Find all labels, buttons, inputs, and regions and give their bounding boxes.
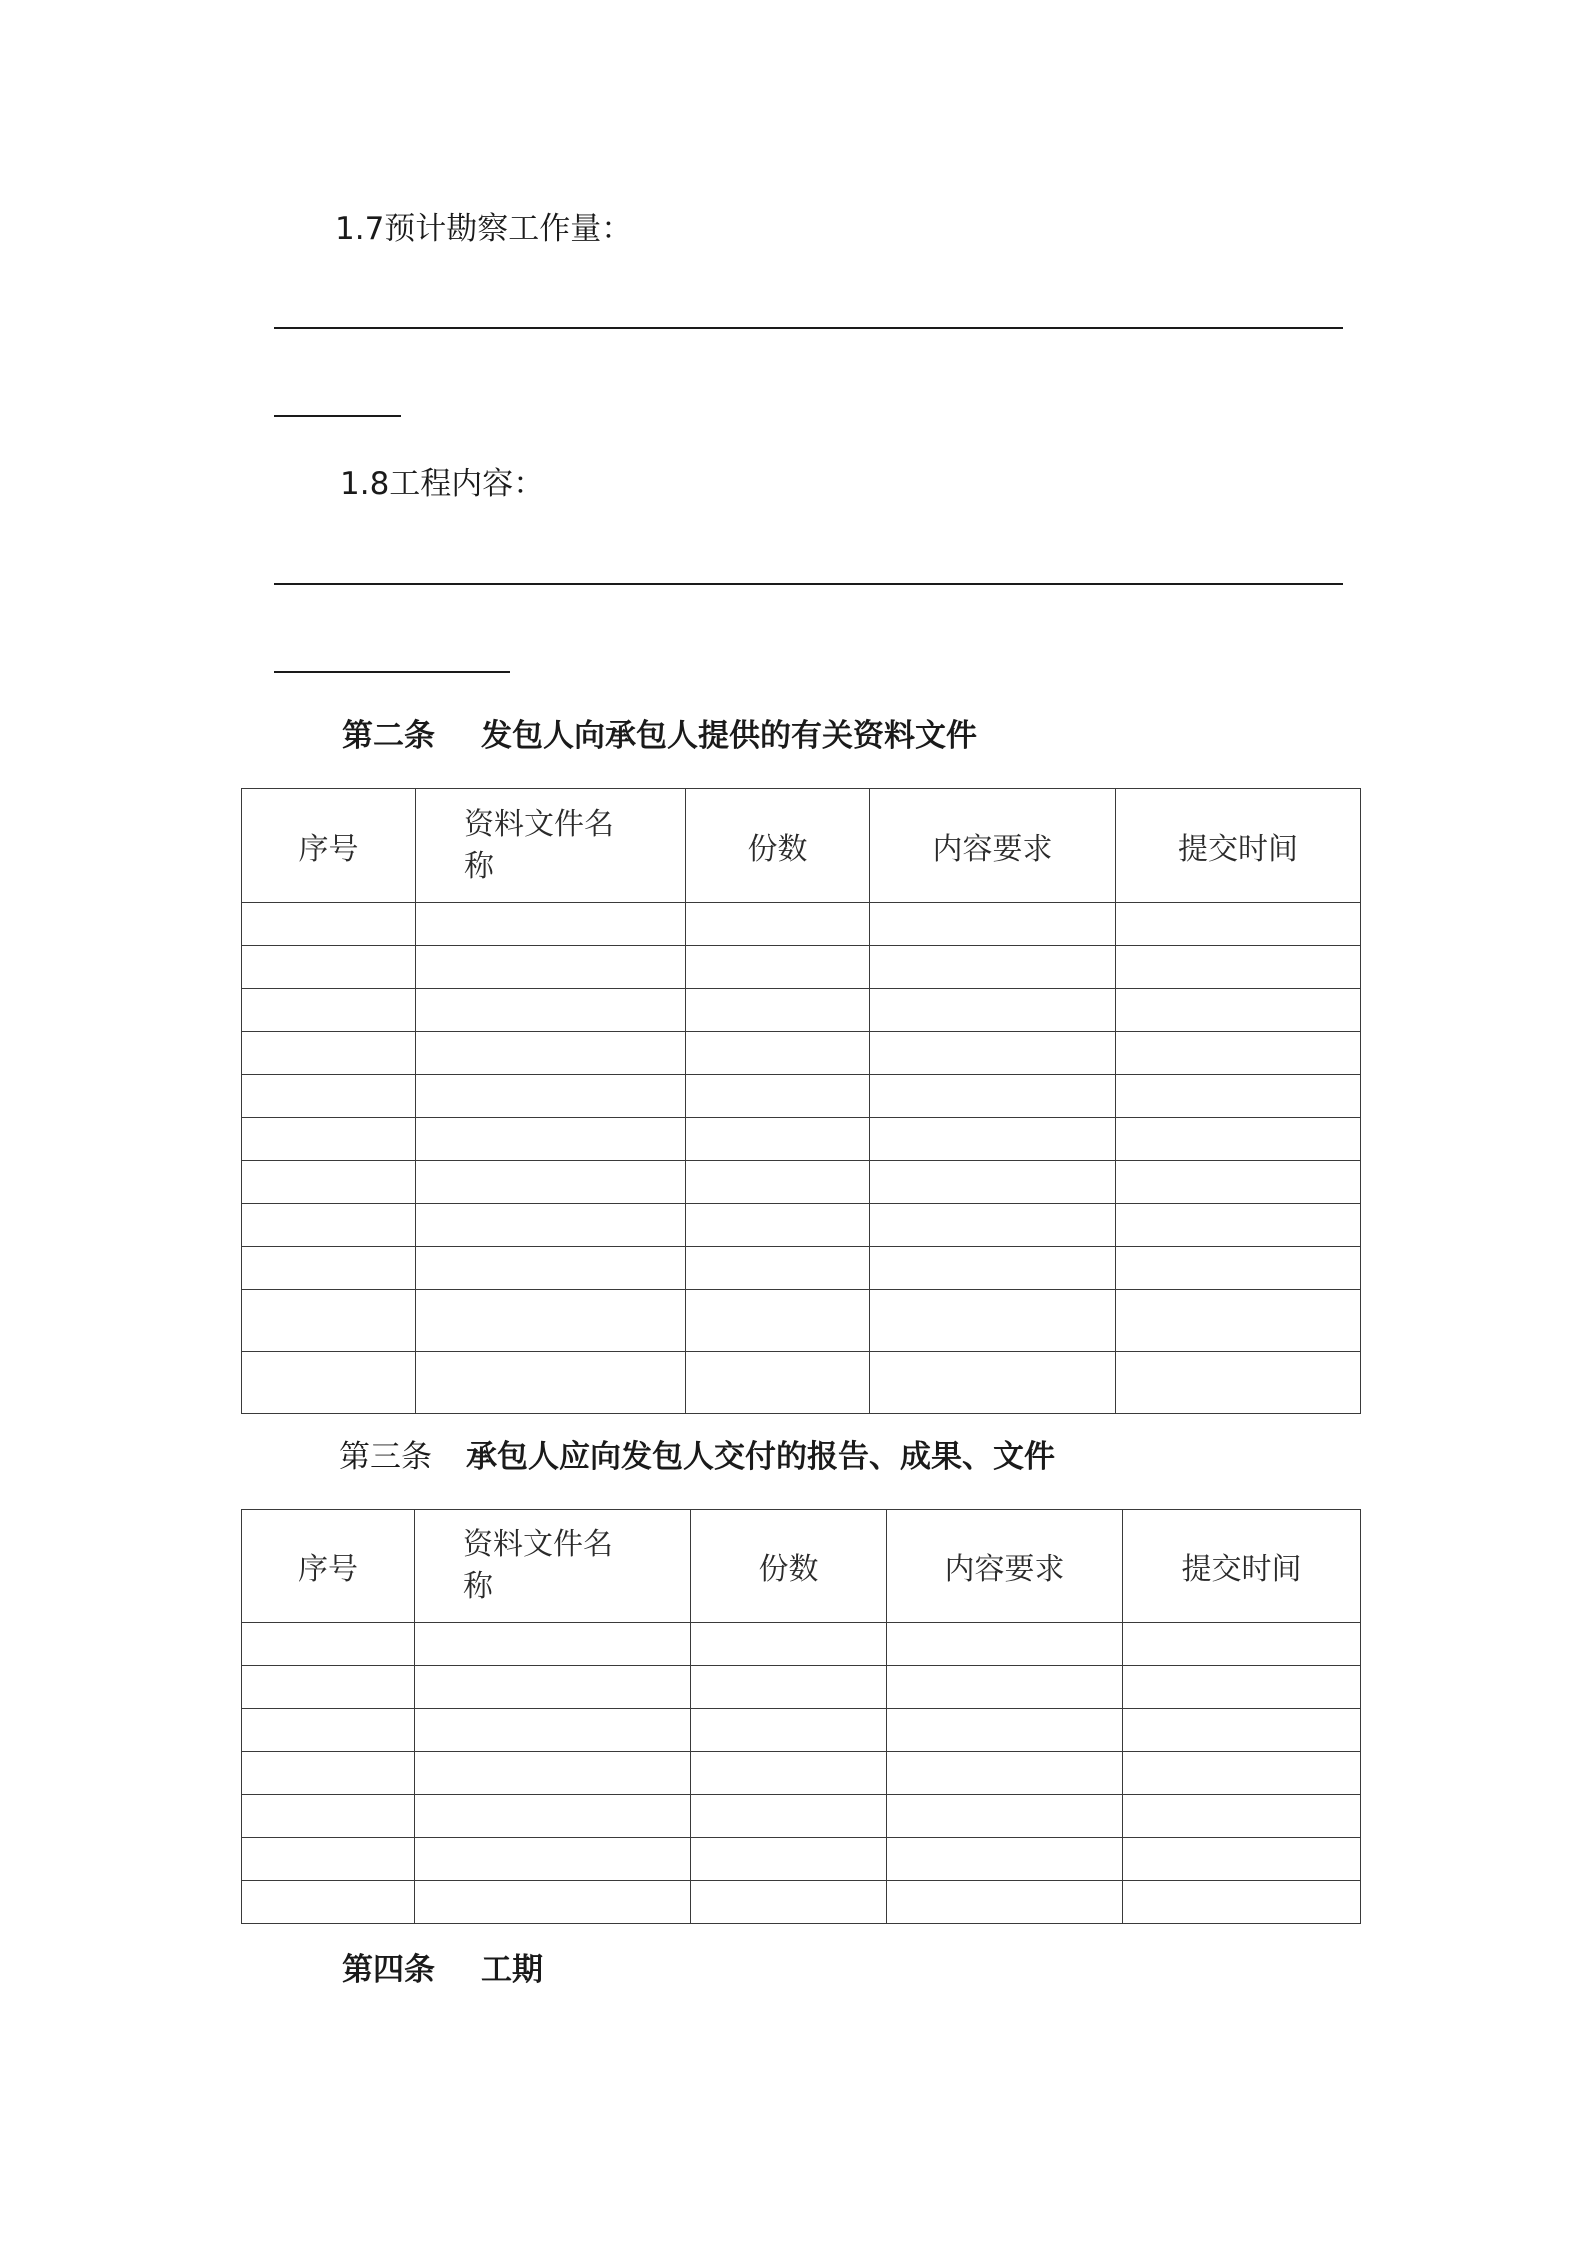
table-cell[interactable]	[242, 1118, 416, 1161]
table-cell[interactable]	[242, 989, 416, 1032]
table-cell[interactable]	[416, 1204, 686, 1247]
table-cell[interactable]	[870, 989, 1116, 1032]
table-cell[interactable]	[1116, 1204, 1361, 1247]
table-cell[interactable]	[415, 1666, 691, 1709]
item-1-8-answer-line-2[interactable]	[274, 671, 510, 673]
table-cell[interactable]	[1116, 903, 1361, 946]
article-4-number: 第四条	[342, 1952, 435, 1988]
table-cell[interactable]	[242, 1666, 415, 1709]
table-cell[interactable]	[1123, 1666, 1361, 1709]
table-row	[242, 1118, 1361, 1161]
table-cell[interactable]	[870, 1161, 1116, 1204]
item-1-8-label: 1.8工程内容：	[340, 466, 545, 502]
table-cell[interactable]	[1123, 1795, 1361, 1838]
table-row	[242, 1623, 1361, 1666]
item-1-7-answer-line-2[interactable]	[274, 415, 401, 417]
table-cell[interactable]	[242, 1752, 415, 1795]
table-row	[242, 1161, 1361, 1204]
table-cell[interactable]	[887, 1752, 1123, 1795]
table-cell[interactable]	[691, 1795, 887, 1838]
table-cell[interactable]	[242, 1795, 415, 1838]
table-cell[interactable]	[242, 1623, 415, 1666]
table-cell[interactable]	[686, 1352, 870, 1414]
table-cell[interactable]	[1116, 1032, 1361, 1075]
table-cell[interactable]	[1123, 1752, 1361, 1795]
table-cell[interactable]	[242, 1838, 415, 1881]
header-cell-content-requirements: 内容要求	[870, 789, 1116, 903]
table-cell[interactable]	[1123, 1838, 1361, 1881]
header-cell-copies: 份数	[691, 1510, 887, 1623]
table-cell[interactable]	[870, 903, 1116, 946]
table-cell[interactable]	[686, 1161, 870, 1204]
table-cell[interactable]	[1123, 1881, 1361, 1924]
header-cell-submission-time: 提交时间	[1123, 1510, 1361, 1623]
header-cell-index: 序号	[242, 1510, 415, 1623]
table-cell[interactable]	[686, 1290, 870, 1352]
table-cell[interactable]	[416, 1290, 686, 1352]
item-1-7-label: 1.7预计勘察工作量：	[335, 211, 633, 247]
table-cell[interactable]	[415, 1623, 691, 1666]
table-cell[interactable]	[1116, 1352, 1361, 1414]
header-cell-copies: 份数	[686, 789, 870, 903]
table-cell[interactable]	[686, 989, 870, 1032]
table-cell[interactable]	[415, 1752, 691, 1795]
article-3-title: 承包人应向发包人交付的报告、成果、文件	[466, 1439, 1055, 1475]
table-row	[242, 1247, 1361, 1290]
table-cell[interactable]	[870, 1032, 1116, 1075]
table-row	[242, 1352, 1361, 1414]
table-cell[interactable]	[415, 1838, 691, 1881]
table-cell[interactable]	[691, 1666, 887, 1709]
table-cell[interactable]	[416, 1032, 686, 1075]
table-cell[interactable]	[887, 1623, 1123, 1666]
header-cell-document-name: 资料文件名称	[415, 1510, 691, 1623]
table-row	[242, 903, 1361, 946]
table-header-row	[242, 789, 1361, 903]
table-row	[242, 1204, 1361, 1247]
table-cell[interactable]	[242, 1075, 416, 1118]
table-cell[interactable]	[691, 1709, 887, 1752]
table-cell[interactable]	[415, 1881, 691, 1924]
table-cell[interactable]	[416, 946, 686, 989]
table-cell[interactable]	[686, 1032, 870, 1075]
table-cell[interactable]	[416, 1352, 686, 1414]
article-4-title: 工期	[481, 1952, 543, 1988]
table-cell[interactable]	[686, 903, 870, 946]
table-row	[242, 946, 1361, 989]
table-cell[interactable]	[887, 1881, 1123, 1924]
table-cell[interactable]	[887, 1795, 1123, 1838]
table-row	[242, 1709, 1361, 1752]
table-cell[interactable]	[870, 946, 1116, 989]
table-row	[242, 1795, 1361, 1838]
table-cell[interactable]	[870, 1075, 1116, 1118]
table-cell[interactable]	[870, 1118, 1116, 1161]
header-cell-submission-time: 提交时间	[1116, 789, 1361, 903]
table-cell[interactable]	[1116, 989, 1361, 1032]
table-cell[interactable]	[686, 1247, 870, 1290]
table-cell[interactable]	[242, 946, 416, 989]
table-row	[242, 1881, 1361, 1924]
item-1-7-answer-line-1[interactable]	[274, 327, 1343, 329]
table-cell[interactable]	[415, 1795, 691, 1838]
table-row	[242, 1752, 1361, 1795]
header-cell-index: 序号	[242, 789, 416, 903]
article-3-number: 第三条	[339, 1439, 432, 1475]
table-cell[interactable]	[870, 1290, 1116, 1352]
table-cell[interactable]	[242, 1032, 416, 1075]
article-3-heading	[339, 1437, 1055, 1477]
table-cell[interactable]	[686, 1075, 870, 1118]
table-cell[interactable]	[242, 903, 416, 946]
table-cell[interactable]	[415, 1709, 691, 1752]
item-1-8-answer-line-1[interactable]	[274, 583, 1343, 585]
table-row	[242, 1032, 1361, 1075]
table-cell[interactable]	[691, 1838, 887, 1881]
table-row	[242, 1838, 1361, 1881]
table-cell[interactable]	[870, 1352, 1116, 1414]
table-cell[interactable]	[1116, 1118, 1361, 1161]
table-cell[interactable]	[416, 903, 686, 946]
table-cell[interactable]	[1116, 1161, 1361, 1204]
table-cell[interactable]	[416, 989, 686, 1032]
table-cell[interactable]	[1116, 1247, 1361, 1290]
table-cell[interactable]	[242, 1352, 416, 1414]
table-cell[interactable]	[416, 1247, 686, 1290]
table-cell[interactable]	[887, 1838, 1123, 1881]
table-cell[interactable]	[1116, 1075, 1361, 1118]
table-cell[interactable]	[242, 1709, 415, 1752]
table-cell[interactable]	[242, 1247, 416, 1290]
table-cell[interactable]	[686, 1118, 870, 1161]
table-cell[interactable]	[242, 1204, 416, 1247]
article-2-number: 第二条	[342, 718, 435, 754]
header-cell-content-requirements: 内容要求	[887, 1510, 1123, 1623]
table-row	[242, 1075, 1361, 1118]
table-cell[interactable]	[691, 1623, 887, 1666]
table-cell[interactable]	[686, 946, 870, 989]
article-2-table	[241, 788, 1361, 1414]
table-cell[interactable]	[416, 1161, 686, 1204]
table-row	[242, 1290, 1361, 1352]
article-3-table	[241, 1509, 1361, 1924]
table-cell[interactable]	[887, 1666, 1123, 1709]
table-cell[interactable]	[686, 1204, 870, 1247]
table-cell[interactable]	[242, 1290, 416, 1352]
table-cell[interactable]	[691, 1881, 887, 1924]
table-cell[interactable]	[870, 1204, 1116, 1247]
article-2-title: 发包人向承包人提供的有关资料文件	[481, 718, 977, 754]
table-row	[242, 989, 1361, 1032]
table-header-row	[242, 1510, 1361, 1623]
article-2-heading	[342, 716, 977, 756]
header-cell-document-name: 资料文件名称	[416, 789, 686, 903]
table-cell[interactable]	[870, 1247, 1116, 1290]
table-cell[interactable]	[691, 1752, 887, 1795]
table-cell[interactable]	[1123, 1709, 1361, 1752]
table-cell[interactable]	[1116, 1290, 1361, 1352]
table-row	[242, 1666, 1361, 1709]
table-cell[interactable]	[242, 1881, 415, 1924]
table-cell[interactable]	[242, 1161, 416, 1204]
table-cell[interactable]	[416, 1075, 686, 1118]
table-cell[interactable]	[1116, 946, 1361, 989]
table-cell[interactable]	[1123, 1623, 1361, 1666]
table-cell[interactable]	[416, 1118, 686, 1161]
table-cell[interactable]	[887, 1709, 1123, 1752]
article-4-heading	[342, 1950, 543, 1990]
